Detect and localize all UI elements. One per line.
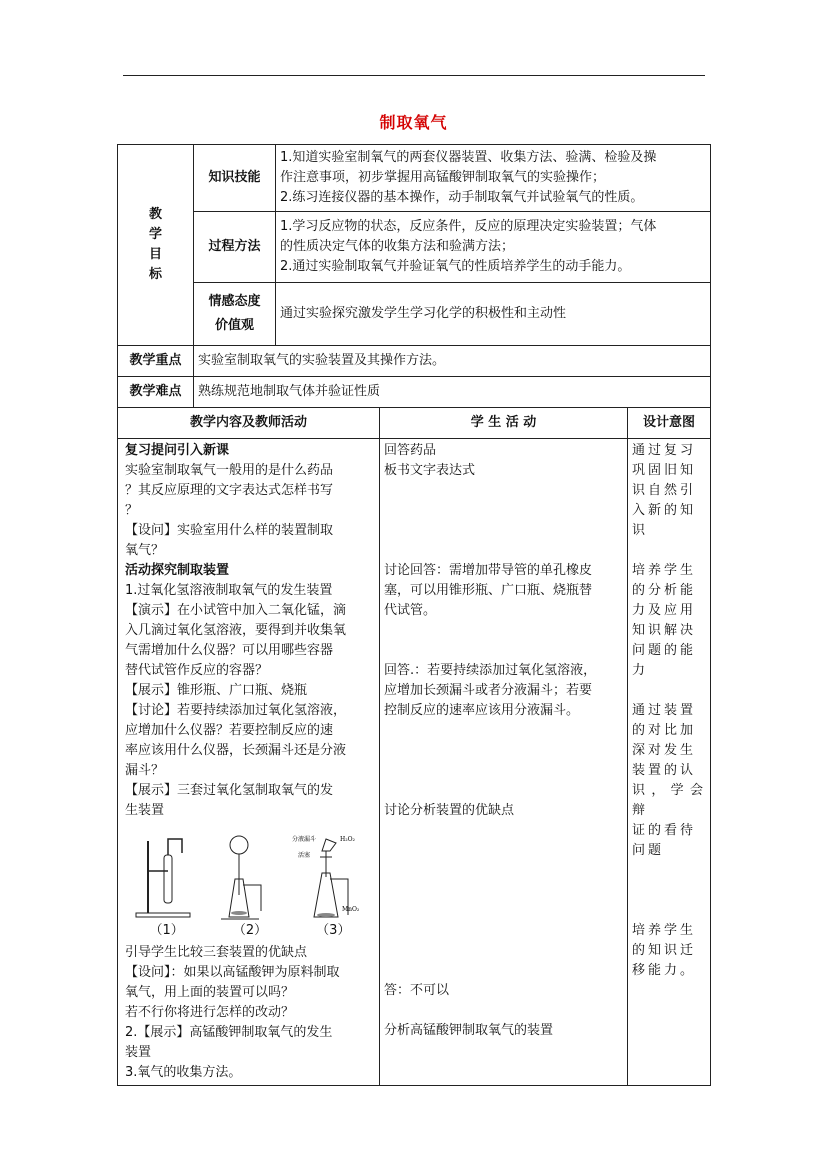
apparatus-3-separatory-funnel-figure [292, 833, 366, 921]
design-intent-cell: 通过复习 巩固旧知 识自然引 入新的知 识 培养学生 的分析能 力及应用 知识解决 问题的能 力 通过装置 的对比加 深对发生 装置的认 识，学会辩 证的看待 问题 培养学生 的知识迁 移能力。 [628, 439, 711, 1086]
apparatus-figures [125, 831, 375, 921]
student-header: 学 生 活 动 [380, 408, 628, 439]
valve-label: 活塞 [297, 852, 310, 859]
mno2-label: MnO₂ [341, 906, 359, 913]
teaching-goals-label: 教 学 目 标 [118, 145, 194, 346]
activity-body-row [118, 439, 711, 1086]
design-header: 设计意图 [628, 408, 711, 439]
teacher-activity-cell: 复习提问引入新课 实验室制取氧气一般用的是什么药品 ？其反应原理的文字表达式怎样书写 ？ 【设问】实验室用什么样的装置制取 氧气？ 活动探究制取装置 1.过氧化氢溶液制取氧气的发生装置 【演示】在小试管中加入二氧化锰，滴 入几滴过氧化氢溶液，要得到并收集氧 气需增加什么仪器？可以用哪些容器 替代试管作反应的容器？ 【展示】锥形瓶、广口瓶、烧瓶 【讨论】若要持续添加过氧化氢溶液， 应增加什么仪器？若要控制反应的速 率应该用什么仪器，长颈漏斗还是分液 漏斗？ 【展示】三套过氧化氢制取氧气的发 生装置 分液漏斗 H₂O₂ 活塞 MnO₂ （1） （2） （3） 引导学生比较三套装置的优缺点 【设问】：如果以高锰酸钾为原料制取 氧气，用上面的装置可以吗？ 若不行你将进行怎样的改动？ 2.【展示】高锰酸钾制取氧气的发生 装置 3.氧气的收集方法。 [118, 439, 380, 1086]
emotion-values-label: 情感态度 价值观 [194, 283, 276, 346]
process-method-text: 1.学习反应物的状态，反应条件，反应的原理决定实验装置；气体 的性质决定气体的收集方法和验满方法； 2.通过实验制取氧气并验证氧气的性质培养学生的动手能力。 [276, 212, 711, 283]
knowledge-skills-label: 知识技能 [194, 145, 276, 212]
figure-label-3: （3） [316, 923, 351, 938]
h2o2-label: H₂O₂ [339, 836, 355, 843]
difficulty-row [118, 377, 711, 408]
document-title: 制取氧气 [379, 113, 448, 132]
goal-row-emotion [118, 283, 711, 346]
figure-label-2: （2） [232, 923, 268, 938]
lesson-plan-table [117, 144, 711, 1086]
knowledge-skills-text: 1.知道实验室制氧气的两套仪器装置、收集方法、验满、检验及操 作注意事项，初步掌握用高锰酸钾制取氧气的实验操作； 2.练习连接仪器的基本操作，动手制取氧气并试验氧气的性质。 [276, 145, 711, 212]
figure-label-1: （1） [149, 923, 184, 938]
figure-labels [125, 921, 375, 941]
student-activity-cell: 回答药品 板书文字表达式 讨论回答：需增加带导管的单孔橡皮 塞，可以用锥形瓶、广口瓶、烧瓶替 代试管。 回答.：若要持续添加过氧化氢溶液， 应增加长颈漏斗或者分液漏斗；若要 控制反应的速率应该用分液漏斗。 讨论分析装置的优缺点 答：不可以 分析高锰酸钾制取氧气的装置 [380, 439, 628, 1086]
emotion-values-text: 通过实验探究激发学生学习化学的积极性和主动性 [276, 283, 711, 346]
goal-row-process [118, 212, 711, 283]
key-point-row [118, 346, 711, 377]
explore-title: 活动探究制取装置 [125, 563, 230, 578]
goal-row-knowledge [118, 145, 711, 212]
difficulty-label: 教学难点 [118, 377, 194, 408]
key-point-label: 教学重点 [118, 346, 194, 377]
key-point-text: 实验室制取氧气的实验装置及其操作方法。 [194, 346, 711, 377]
apparatus-2-long-neck-funnel-figure [213, 833, 273, 921]
process-method-label: 过程方法 [194, 212, 276, 283]
header-rule [123, 75, 705, 76]
review-title: 复习提问引入新课 [125, 443, 230, 458]
funnel-label: 分液漏斗 [291, 836, 316, 843]
content-header: 教学内容及教师活动 [118, 408, 380, 439]
difficulty-text: 熟练规范地制取气体并验证性质 [194, 377, 711, 408]
activity-header-row [118, 408, 711, 439]
apparatus-1-test-tube-figure [134, 833, 194, 921]
